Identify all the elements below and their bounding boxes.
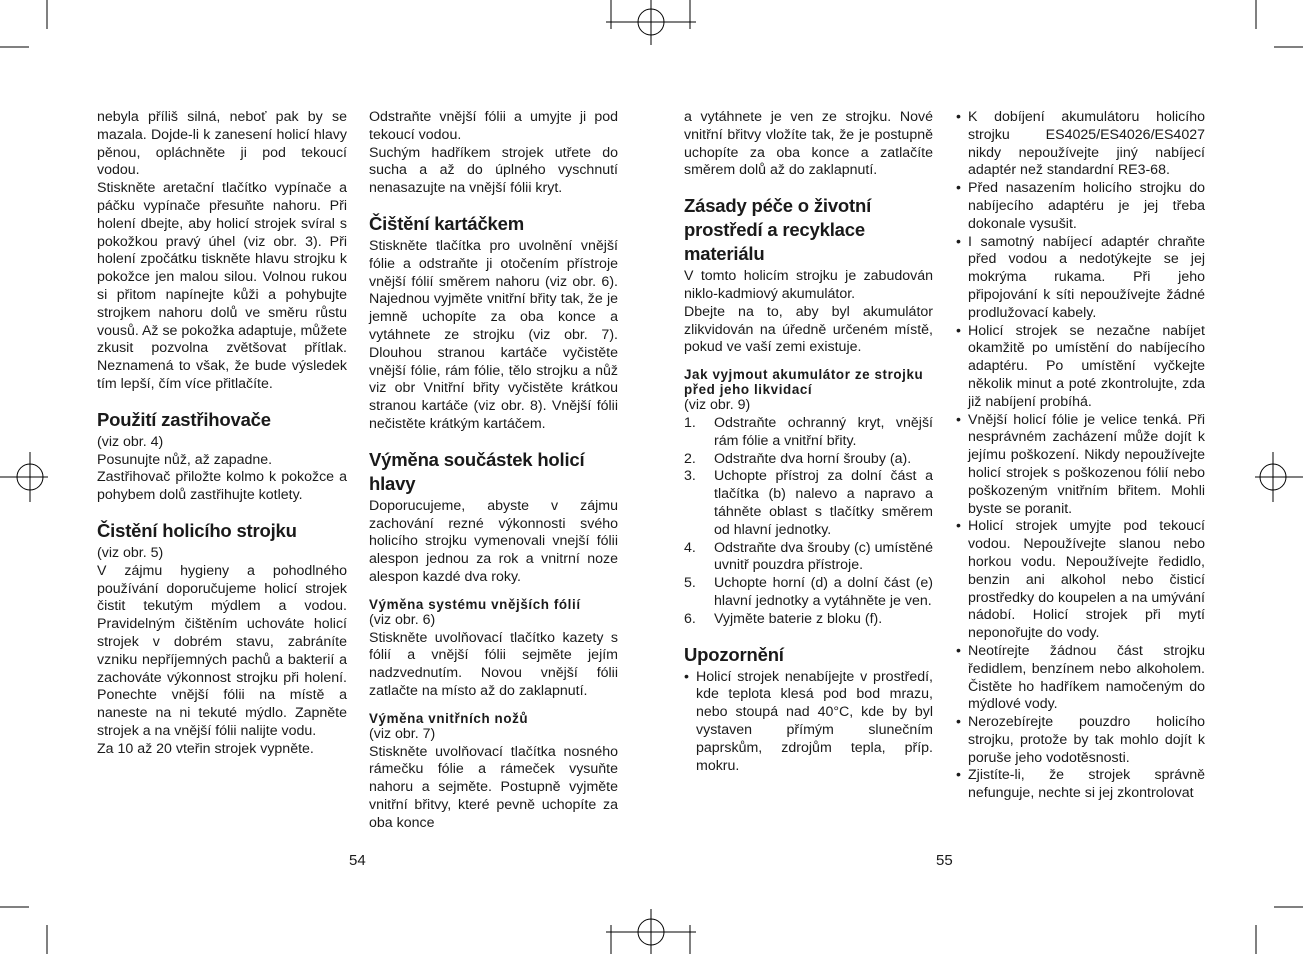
bullet-text: Zjistíte-li, že strojek správně nefunguje, nechte si jej zkontrolovat [968,767,1205,802]
bullet-icon: • [956,109,961,125]
warning-list-continued [956,109,1205,803]
bullet-icon: • [956,642,961,659]
step-text: Odstraňte ochranný kryt, vnější rám fólie a vnitřní břity. [714,414,933,449]
bullet-icon: • [956,714,961,731]
subheading-battery-removal: Jak vyjmout akumulátor ze strojku před jeho likvidací [684,367,924,398]
right-page-column-2 [956,109,1205,803]
subheading-blades: Výměna vnitřních nožů [369,710,529,726]
list-item [956,643,1205,714]
bullet-icon: • [956,518,961,535]
heading-cleaning: Čistění holicího strojku [97,519,297,541]
list-item [956,234,1205,323]
paragraph: Za 10 až 20 vteřin strojek vypněte. [97,740,314,757]
bullet-text: Holicí strojek umyjte pod tekoucí vodou. Nepoužívejte slanou nebo horkou vodu. Nepoužívejte ředidlo, benzin ani alkohol nebo čisticí prostředky do koupelen a na umývání nádobí. Holicí strojek při mytí neponořujte do vody. [968,518,1205,642]
bullet-text: Neotírejte žádnou část strojku ředidlem, benzínem nebo alkoholem. Čistěte ho hadříkem namočeným do mýdlové vody. [968,642,1205,713]
list-item [956,109,1205,180]
list-item [956,412,1205,519]
bullet-icon: • [956,180,961,197]
list-item [684,415,933,451]
paragraph: nebyla příliš silná, neboť pak by se mazala. Dojde-li k zanesení holicí hlavy pěnou, opláchněte ji pod tekoucí vodou. [97,109,347,179]
figure-reference: (viz obr. 9) [684,397,751,414]
bullet-icon: • [684,668,689,685]
bullet-text: Nerozebírejte pouzdro holicího strojku, protože by tak mohlo dojít k poruše jeho vodotěsnosti. [968,714,1205,766]
paragraph: Dbejte na to, aby byl akumulátor zlikvidován na úředně určeném místě, pokud ve vaší zemi existuje. [684,303,933,356]
list-item [684,669,933,776]
bullet-text: K dobíjení akumulátoru holicího strojku ES4025/ES4026/ES4027 nikdy nepoužívejte jiný nabíjecí adaptér než standardní RE3-68. [968,109,1205,179]
paragraph: Doporucujeme, abyste v zájmu zachování rezné výkonnosti svého holicího strojku vymenovali vnejší fólii alespon jednou za rok a vnitrní noze alespon kazdé dva roky. [369,497,618,585]
heading-parts-replacement: Výměna součástek holicí hlavy [369,448,585,494]
heading-brush-cleaning: Čištění kartáčkem [369,212,524,234]
heading-environment: Zásady péče o životní prostředí a recyklace materiálu [684,195,872,265]
paragraph: Stiskněte uvolňovací tlačítko kazety s fólií a vnější fólii sejměte jejím nadzvednutím. Novou vnější fólii zatlačte na místo až do zaklapnutí. [369,629,618,699]
paragraph: Stiskněte tlačítka pro uvolnění vnější fólie a odstraňte ji otočením přístroje vnější fólií směrem nahoru (viz obr. 6). Najednou vyjměte vnitřní břity tak, že je jemně uchopíte za oba konce a vytáhnete ze strojku (viz obr. 7). Dlouhou stranou kartáče vyčistěte vnější fólie, rám fólie, tělo strojku a nůž viz obr Vnitřní břity vyčistěte krátkou stranou kartáče (viz obr. 8). Vnější fólii nečistěte krátkým kartáčem. [369,237,618,432]
step-text: Uchopte přístroj za dolní část a tlačítka (b) nalevo a napravo a táhněte oblast s tlačítky směrem od hlavní jednotky. [714,468,933,538]
bullet-icon: • [956,767,961,784]
list-item [684,451,933,469]
bullet-text: Před nasazením holicího strojku do nabíjecího adaptéru je jej třeba dokonale vysušit. [968,180,1205,232]
subheading-foil: Výměna systému vnějších fólií [369,596,581,612]
step-number: 5. [684,575,696,592]
warning-list [684,669,933,776]
step-number: 6. [684,610,696,627]
step-text: Uchopte horní (d) a dolní část (e) hlavní jednotky a vytáhněte je ven. [714,575,933,609]
paragraph: Stiskněte aretační tlačítko vypínače a páčku vypínače přesuňte nahoru. Při holení dbejte, aby holicí strojek svíral s pokožkou pravý úhel (viz obr. 3). Při holení zpočátku tiskněte hlavu strojku k pokožce jen malou silou. Volnou rukou si přitom napínejte kůži a pohybujte strojkem nahoru dolů ve směru růstu vousů. Až se pokožka adaptuje, můžete zkusit pozvolna zvětšovat přítlak. Neznamená to však, že bude výsledek tím lepší, čím více přitlačíte. [97,180,348,392]
list-item [956,323,1205,412]
figure-reference: (viz obr. 7) [369,725,436,742]
list-item [956,714,1205,767]
step-number: 4. [684,539,696,556]
step-text: Odstraňte dva šrouby (c) umístěné uvnitř pouzdra přístroje. [714,539,933,574]
heading-trimmer: Použití zastřihovače [97,408,271,430]
bullet-text: Vnější holicí fólie je velice tenká. Při nesprávném zacházení může dojít k jejímu poškození. Nikdy nepoužívejte holicí strojek s poškozenou fólií nebo poškozeným vnitřním břitem. Mohli byste se poranit. [968,411,1205,517]
step-text: Vyjměte baterie z bloku (f). [714,610,883,627]
heading-warning: Upozornění [684,643,784,665]
figure-reference: (viz obr. 6) [369,611,436,628]
step-text: Odstraňte dva horní šrouby (a). [714,450,912,467]
bullet-text: I samotný nabíjecí adaptér chraňte před vodou a nedotýkejte se jej mokrýma rukama. Při jeho připojování k síti nepoužívejte žádné prodlužovací kabely. [968,233,1205,321]
step-number: 1. [684,414,696,431]
removal-steps-list [684,415,933,629]
bullet-icon: • [956,233,961,250]
paragraph: V zájmu hygieny a pohodlného používání doporučujeme holicí strojek čistit tekutým mýdlem a vodou. Pravidelným čištěním uchováte holicí strojek v dobrém stavu, zabráníte vzniku nepříjemných pachů a bakterií a zachováte výkonnost strojku při holení. Ponechte vnější fólii na místě a naneste na ni tekuté mýdlo. Zapněte strojek a na vnější fólii nalijte vodu. [97,562,347,739]
left-page-column-2 [369,109,618,833]
paragraph: Odstraňte vnější fólii a umyjte ji pod tekoucí vodou. [369,109,618,143]
left-page-column-1 [97,109,347,759]
paragraph: Suchým hadříkem strojek utřete do sucha a až do úplného vyschnutí nenasazujte na vnější fólii kryt. [369,144,618,197]
list-item [684,611,933,629]
step-number: 3. [684,468,696,485]
paragraph: V tomto holicím strojku je zabudován niklo-kadmiový akumulátor. [684,268,933,302]
paragraph: Zastřihovač přiložte kolmo k pokožce a pohybem dolů zastřihujte kotlety. [97,469,347,504]
bullet-icon: • [956,411,961,428]
list-item [684,468,933,539]
bullet-text: Holicí strojek se nezačne nabíjet okamžitě po umístění do nabíjecího adaptéru. Po umístění vyčkejte několik minut a poté zkontrolujte, zda již nabíjení probíhá. [968,322,1205,410]
figure-reference: (viz obr. 5) [97,544,164,561]
page-number-left: 54 [349,852,366,869]
figure-reference: (viz obr. 4) [97,433,164,450]
list-item [684,540,933,576]
step-number: 2. [684,450,696,467]
list-item [956,767,1205,803]
paragraph: a vytáhnete je ven ze strojku. Nové vnitřní břitvy vložíte tak, že je postupně uchopíte za oba konce a zatlačíte směrem dolů až do zaklapnutí. [684,109,933,179]
bullet-text: Holicí strojek nenabíjejte v prostředí, kde teplota klesá pod bod mrazu, nebo stoupá nad 40°C, kde by byl vystaven přímým slunečním paprskům, zdrojům tepla, příp. mokru. [696,668,933,774]
list-item [684,575,933,611]
page-number-right: 55 [936,852,953,869]
paragraph: Stiskněte uvolňovací tlačítka nosného rámečku fólie a rámeček vysuňte nahoru a sejměte. Postupně vyjměte vnitřní břitvy, které pevně uchopíte za oba konce [369,743,618,831]
list-item [956,518,1205,643]
right-page-column-1 [684,109,933,775]
list-item [956,180,1205,233]
bullet-icon: • [956,322,961,339]
paragraph: Posunujte nůž, až zapadne. [97,451,273,468]
